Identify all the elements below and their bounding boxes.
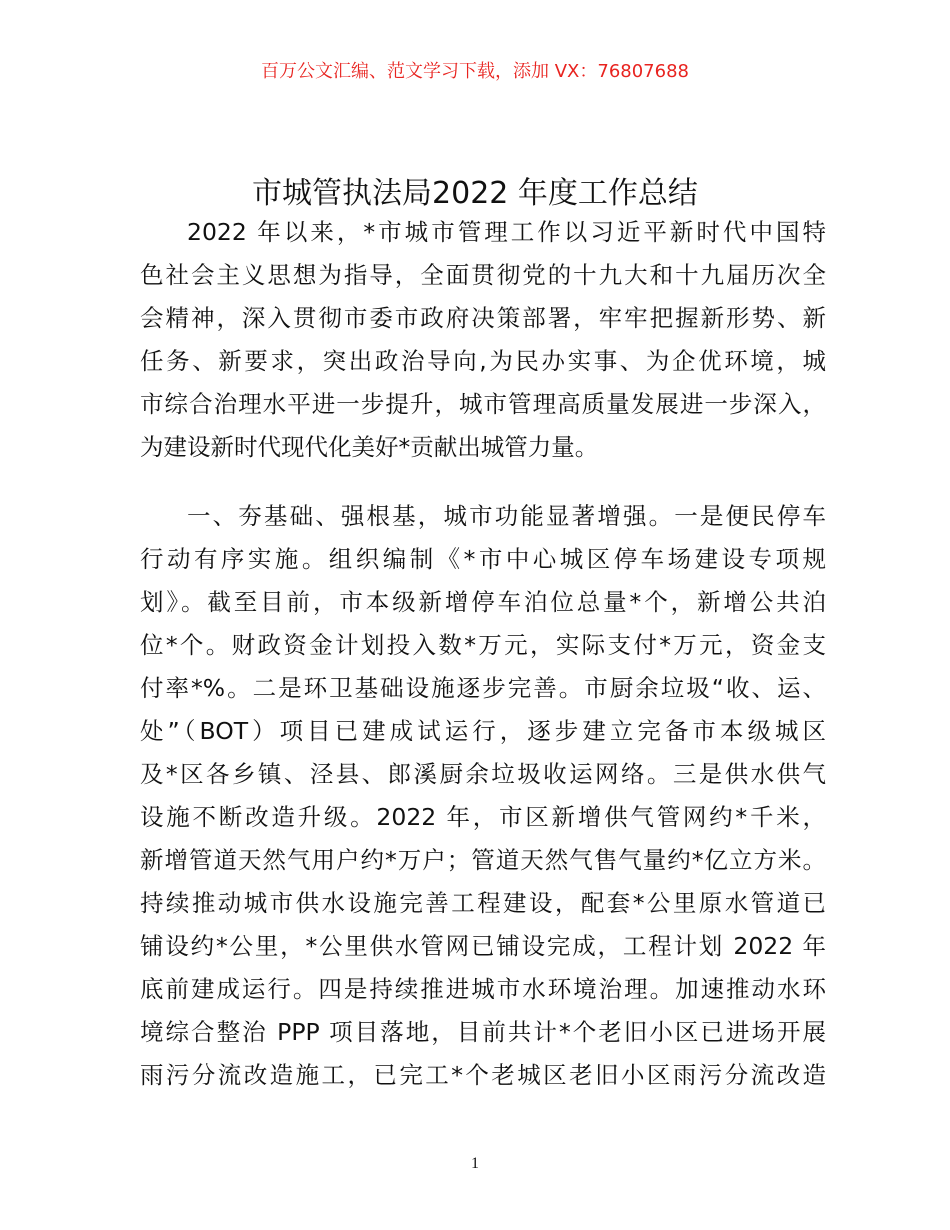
text-line: 雨污分流改造施工，已完工*个老城区老旧小区雨污分流改造: [140, 1061, 826, 1089]
text-line: 境综合整治 PPP 项目落地，目前共计*个老旧小区已进场开展: [140, 1018, 826, 1046]
text-line: 位*个。财政资金计划投入数*万元，实际支付*万元，资金支: [140, 631, 826, 659]
page-number: 1: [471, 1155, 479, 1172]
text-line: 会精神，深入贯彻市委市政府决策部署，牢牢把握新形势、新: [140, 304, 826, 332]
text-line: 底前建成运行。四是持续推进城市水环境治理。加速推动水环: [140, 975, 826, 1003]
text-line: 为建设新时代现代化美好*贡献出城管力量。: [140, 433, 599, 461]
text-line: 划》。截至目前，市本级新增停车泊位总量*个，新增公共泊: [140, 588, 826, 616]
document-title: 市城管执法局2022 年度工作总结: [252, 176, 698, 211]
text-line: 市综合治理水平进一步提升，城市管理高质量发展进一步深入，: [140, 390, 826, 418]
watermark-header: 百万公文汇编、范文学习下载，添加 VX：76807688: [261, 61, 689, 82]
text-line: 及*区各乡镇、泾县、郎溪厨余垃圾收运网络。三是供水供气: [140, 760, 826, 788]
paragraph-section-1: [140, 495, 826, 1097]
text-line: 处”（BOT）项目已建成试运行，逐步建立完备市本级城区: [140, 717, 827, 745]
text-line: 新增管道天然气用户约*万户；管道天然气售气量约*亿立方米。: [140, 846, 826, 874]
text-line: 2022 年以来，*市城市管理工作以习近平新时代中国特: [187, 218, 826, 246]
text-line: 一、夯基础、强根基，城市功能显著增强。一是便民停车: [187, 502, 826, 530]
text-line: 任务、新要求，突出政治导向,为民办实事、为企优环境，城: [140, 347, 826, 375]
text-line: 行动有序实施。组织编制《*市中心城区停车场建设专项规: [140, 545, 826, 573]
text-line: 付率*%。二是环卫基础设施逐步完善。市厨余垃圾“收、运、: [140, 674, 826, 702]
text-line: 设施不断改造升级。2022 年，市区新增供气管网约*千米，: [140, 803, 826, 831]
text-line: 持续推动城市供水设施完善工程建设，配套*公里原水管道已: [140, 889, 826, 917]
paragraph-intro: [140, 211, 826, 469]
text-line: 铺设约*公里，*公里供水管网已铺设完成，工程计划 2022 年: [140, 932, 826, 960]
text-line: 色社会主义思想为指导，全面贯彻党的十九大和十九届历次全: [140, 261, 826, 289]
